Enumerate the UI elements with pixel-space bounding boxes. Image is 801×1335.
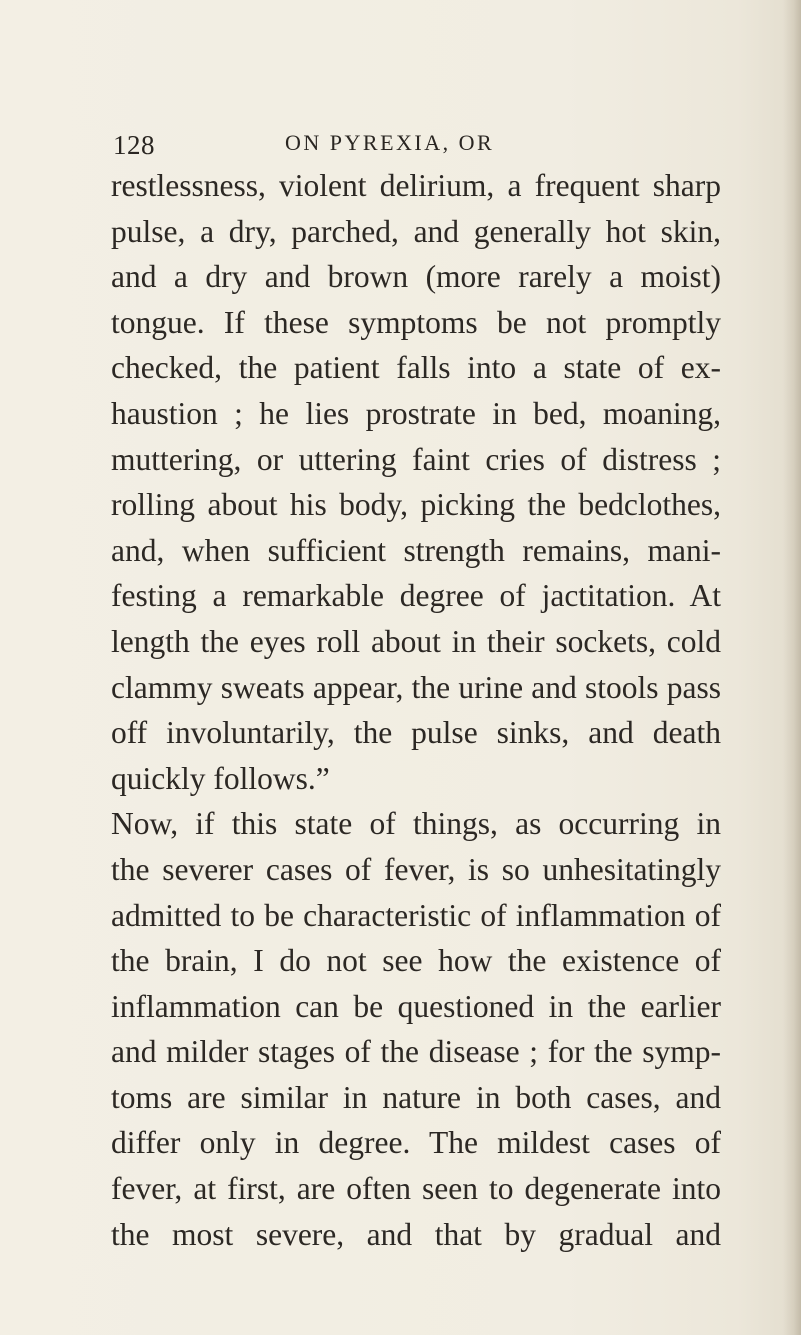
text-line: checked, the patient falls into a state of ex- xyxy=(111,350,721,386)
text-line: differ only in degree. The mildest cases of xyxy=(111,1125,721,1161)
text-line: muttering, or uttering faint cries of distress ; xyxy=(111,441,721,477)
text-line: festing a remarkable degree of jactitation. At xyxy=(111,578,721,614)
page-number: 128 xyxy=(113,130,155,160)
text-line: haustion ; he lies prostrate in bed, moaning, xyxy=(111,395,721,431)
body-text xyxy=(111,163,721,1257)
text-line: toms are similar in nature in both cases, and xyxy=(111,1079,721,1115)
text-line: admitted to be characteristic of inflammation of xyxy=(111,897,721,933)
text-line: inflammation can be questioned in the earlier xyxy=(111,988,721,1024)
text-line: fever, at first, are often seen to degenerate into xyxy=(111,1171,721,1207)
text-line: the brain, I do not see how the existence of xyxy=(111,943,721,979)
text-line: off involuntarily, the pulse sinks, and death xyxy=(111,715,721,751)
text-line: the severer cases of fever, is so unhesitatingly xyxy=(111,851,721,887)
text-line: length the eyes roll about in their sockets, cold xyxy=(111,623,721,659)
text-line: the most severe, and that by gradual and xyxy=(111,1216,721,1252)
text-line: quickly follows.” xyxy=(111,760,330,796)
text-line: restlessness, violent delirium, a frequent sharp xyxy=(111,168,721,203)
paragraph-start-line: Now, if this state of things, as occurring in xyxy=(111,806,721,842)
text-line: pulse, a dry, parched, and generally hot skin, xyxy=(111,213,721,249)
text-line: and milder stages of the disease ; for the symp- xyxy=(111,1034,721,1070)
text-line: tongue. If these symptoms be not promptly xyxy=(111,304,721,340)
running-title: ON PYREXIA, OR xyxy=(285,130,495,155)
text-line: rolling about his body, picking the bedclothes, xyxy=(111,487,721,523)
page-header xyxy=(0,118,801,158)
text-line: and a dry and brown (more rarely a moist) xyxy=(111,259,721,295)
text-line: clammy sweats appear, the urine and stools pass xyxy=(111,669,721,705)
page-edge-shadow xyxy=(783,0,801,1335)
text-line: and, when sufficient strength remains, mani- xyxy=(111,532,721,568)
